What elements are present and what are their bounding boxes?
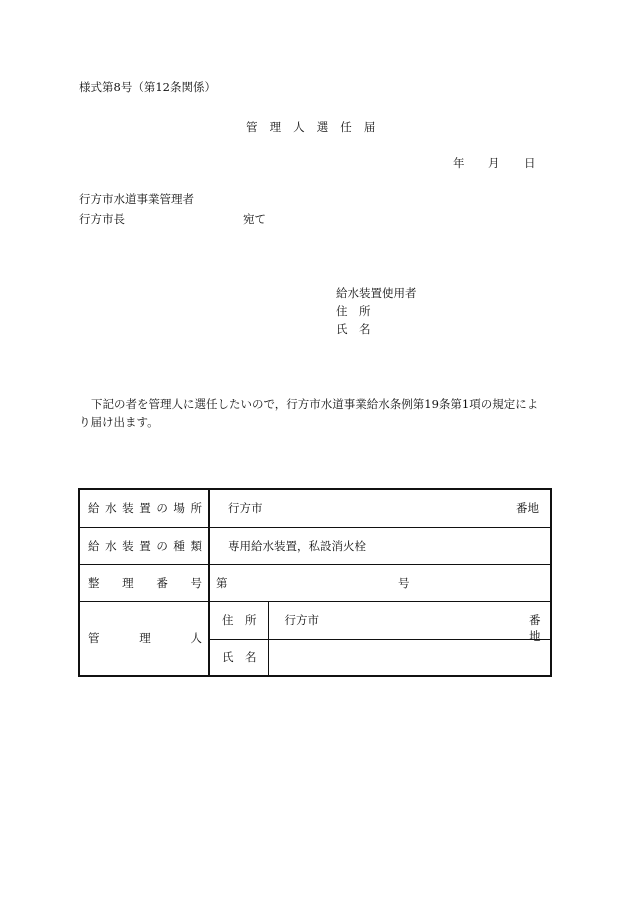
applicant-label: 給水装置使用者 — [336, 286, 417, 300]
document-title: 管理人選任届 — [246, 120, 388, 134]
body-text-line1: 下記の者を管理人に選任したいので，行方市水道事業給水条例第19条第1項の規定によ — [91, 397, 539, 411]
type-value: 専用給水装置，私設消火栓 — [209, 527, 551, 564]
applicant-address-label: 住 所 — [336, 304, 371, 318]
addressee-line1: 行方市水道事業管理者 — [79, 192, 194, 206]
reference-prefix: 第 — [216, 575, 228, 590]
date-year: 年 — [453, 156, 465, 170]
table-row — [79, 527, 551, 564]
location-city: 行方市 — [228, 501, 263, 516]
manager-name-label: 氏 名 — [209, 639, 268, 676]
manager-address-suffix: 番地 — [529, 613, 541, 643]
manager-address-label: 住 所 — [209, 601, 268, 639]
location-suffix: 番地 — [516, 501, 539, 516]
location-cell[interactable] — [209, 489, 551, 527]
location-label: 給水装置の場所 — [79, 489, 209, 527]
reference-number-label: 整理番号 — [79, 564, 209, 601]
addressee-suffix: 宛て — [243, 212, 266, 226]
manager-label: 管理人 — [79, 601, 209, 676]
type-label: 給水装置の種類 — [79, 527, 209, 564]
reference-number-cell[interactable] — [209, 564, 551, 601]
addressee-line2: 行方市長 — [79, 212, 125, 226]
info-table — [78, 488, 552, 677]
reference-suffix: 号 — [398, 575, 410, 590]
table-row — [79, 489, 551, 527]
table-row — [79, 564, 551, 601]
table-row — [79, 601, 551, 639]
manager-address-cell[interactable] — [268, 601, 551, 643]
form-number: 様式第8号（第12条関係） — [79, 80, 216, 94]
body-text-line2: り届け出ます。 — [79, 415, 159, 429]
date-month: 月 — [488, 156, 500, 170]
date-day: 日 — [524, 156, 536, 170]
manager-address-city: 行方市 — [284, 613, 319, 627]
applicant-name-label: 氏 名 — [336, 322, 371, 336]
manager-name-cell[interactable] — [268, 639, 551, 676]
